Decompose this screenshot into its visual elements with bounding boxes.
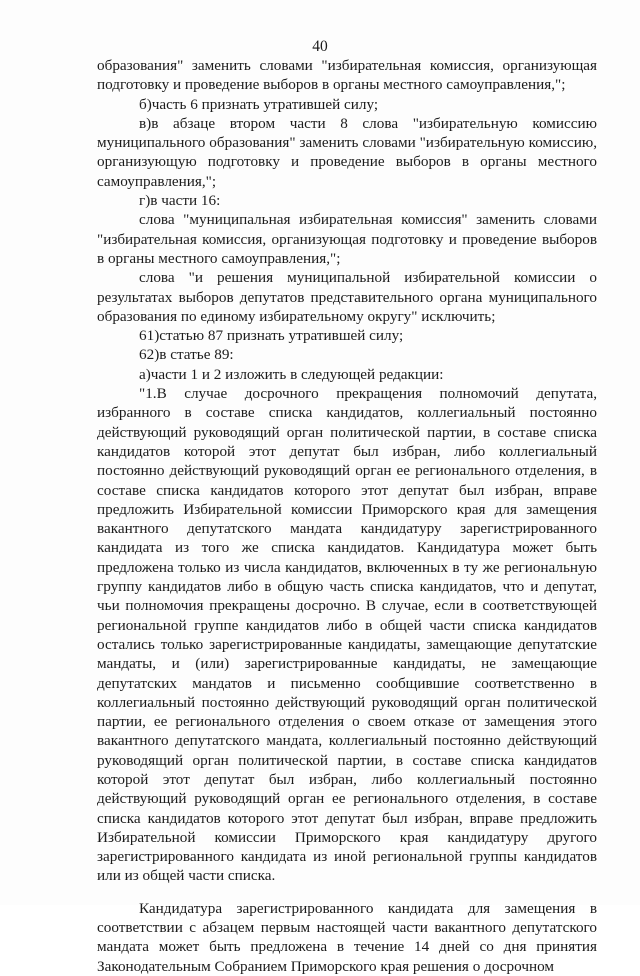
paragraph: слова "муниципальная избирательная комиссия" заменить словами "избирательная комиссия, организующая подготовку и проведение выборов в органы местного самоуправления,"; bbox=[97, 211, 597, 267]
paragraph: 62)в статье 89: bbox=[139, 346, 234, 364]
paragraph: г)в части 16: bbox=[139, 192, 221, 210]
page-number: 40 bbox=[312, 38, 328, 55]
paragraph: б)часть 6 признать утратившей силу; bbox=[139, 95, 379, 113]
quoted-paragraph: "1.В случае досрочного прекращения полномочий депутата, избранного в составе списка кандидатов, коллегиальный постоянно действующий руководящий орган политической партии, в составе списка кандидатов которой этот депутат был избран, либо коллегиальный постоянно действующий руководящий орган ее регионального отделения, в составе списка кандидатов которого этот депутат был избран, вправе предложить Избирательной комиссии Приморского края для замещения вакантного депутатского мандата кандидатуру зарегистрированного кандидата из того же списка кандидатов. Кандидатура может быть предложена только из числа кандидатов, включенных в ту же региональную группу кандидатов либо в общую часть списка кандидатов, что и депутат, чьи полномочия прекращены досрочно. В случае, если в соответствующей региональной группе кандидатов либо в общей части списка кандидатов остались только зарегистрированные кандидаты, замещающие депутатские мандаты, и (или) зарегистрированные кандидаты, не замещающие депутатских мандатов и письменно сообщившие соответственно в коллегиальный постоянно действующий руководящий орган политической партии, ее регионального отделения о своем отказе от замещения этого вакантного депутатского мандата, коллегиальный постоянно действующий руководящий орган политической партии, в составе списка кандидатов которой этот депутат был избран, либо коллегиальный постоянно действующий руководящий орган ее регионального отделения, в составе списка кандидатов которого этот депутат был избран, вправе предложить Избирательной комиссии Приморского края кандидатуру другого зарегистрированного кандидата из иной региональной группы кандидатов или из общей части списка. bbox=[97, 385, 597, 885]
paragraph: а)части 1 и 2 изложить в следующей редакции: bbox=[139, 365, 444, 383]
paragraph: в)в абзаце втором части 8 слова "избирательную комиссию муниципального образования" заменить словами "избирательную комиссию, организующую подготовку и проведение выборов в органы местного самоуправления,"; bbox=[97, 114, 597, 190]
document-body bbox=[97, 56, 597, 976]
paragraph: Кандидатура зарегистрированного кандидата для замещения в соответствии с абзацем первым настоящей части вакантного депутатского мандата может быть предложена в течение 14 дней со дня принятия Законодательным Собранием Приморского края решения о досрочном bbox=[97, 899, 597, 975]
paragraph: 61)статью 87 признать утратившей силу; bbox=[139, 327, 404, 345]
paragraph: образования" заменить словами "избирательная комиссия, организующая подготовку и проведение выборов в органы местного самоуправления,"; bbox=[97, 57, 597, 94]
paragraph: слова "и решения муниципальной избирательной комиссии о результатах выборов депутатов представительного органа муниципального образования по единому избирательному округу" исключить; bbox=[97, 269, 597, 325]
